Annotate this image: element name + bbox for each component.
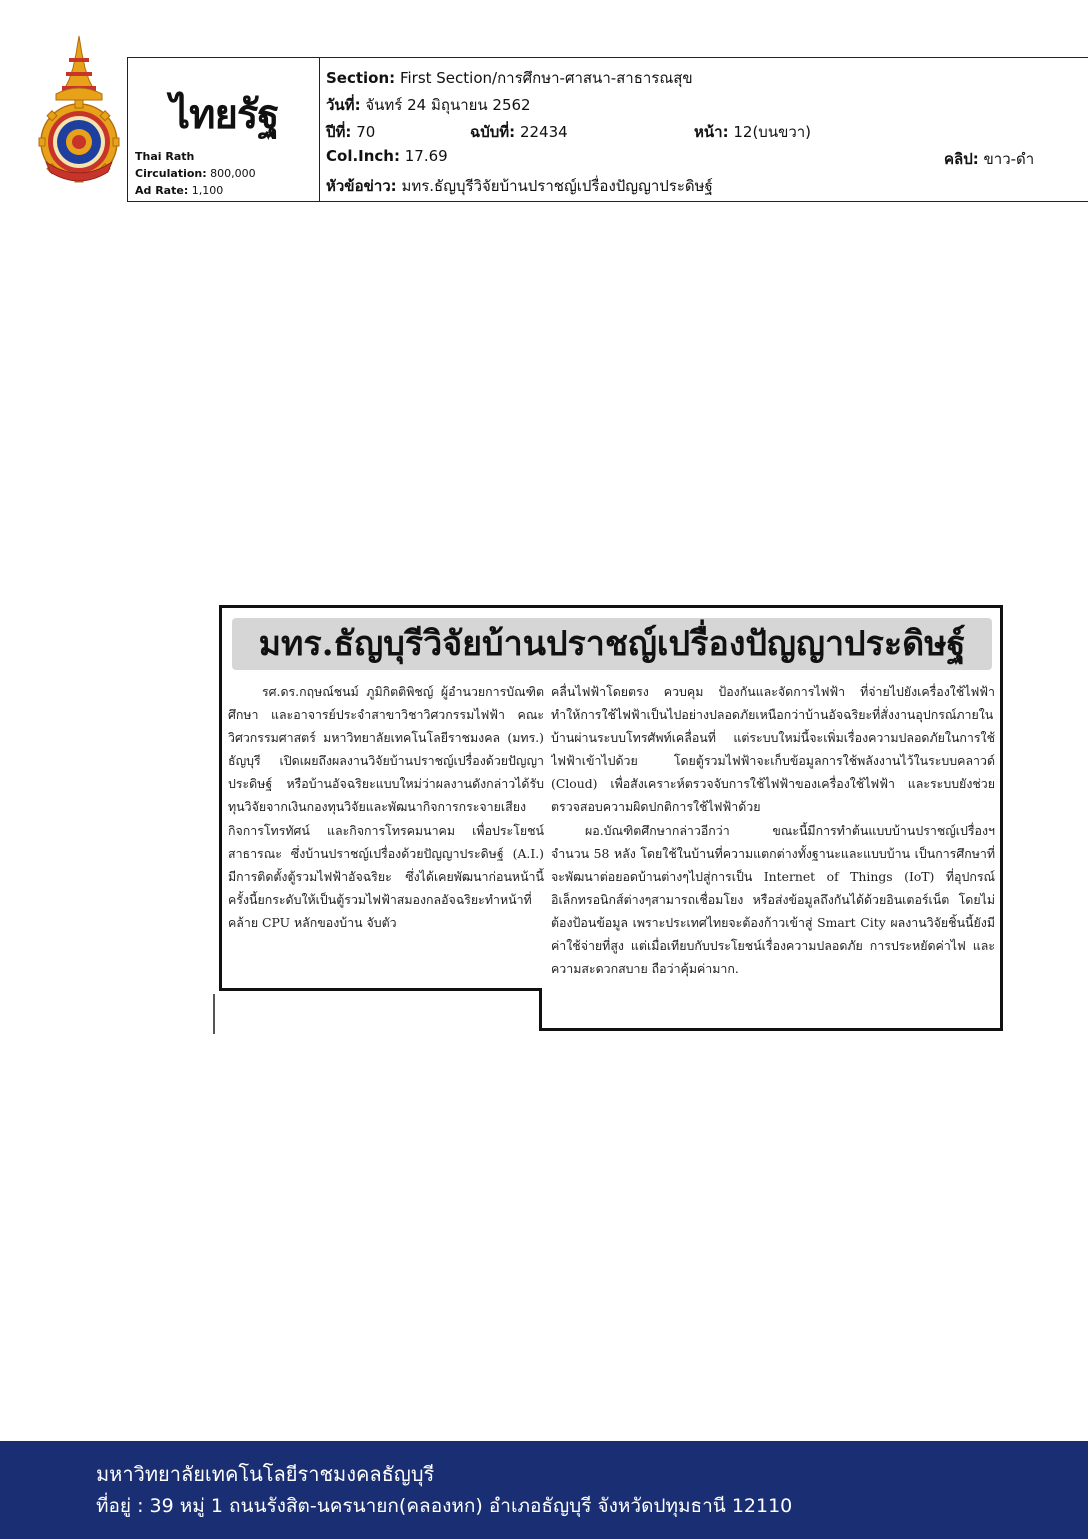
- colinch-line: [326, 147, 1086, 169]
- section-label: Section:: [326, 69, 396, 87]
- issue-field: [470, 120, 568, 144]
- colinch-field: [326, 147, 448, 165]
- circulation: [135, 167, 256, 180]
- ad-rate-label: Ad Rate:: [135, 184, 189, 197]
- clipping-headline: มทร.ธัญบุรีวิจัยบ้านปราชญ์เปรื่องปัญญาประดิษฐ์: [232, 618, 992, 670]
- issue-value: 22434: [519, 123, 568, 141]
- footer-bar: [0, 1441, 1088, 1539]
- article-paragraph: ผอ.บัณฑิตศึกษากล่าวอีกว่า ขณะนี้มีการทำต้นแบบบ้านปราชญ์เปรื่องฯ จำนวน 58 หลัง โดยใช้ในบ้านที่ความแตกต่างทั้งฐานะและแบบบ้าน เป็นการศึกษาที่จะพัฒนาต่อยอดบ้านต่างๆไปสู่การเป็น Internet of Things (IoT) ที่อุปกรณ์อิเล็กทรอนิกส์ต่างๆสามารถเชื่อมโยง หรือส่งข้อมูลถึงกันได้ด้วยอินเตอร์เน็ต โดยไม่ต้องป้อนข้อมูล เพราะประเทศไทยจะต้องก้าวเข้าสู่ Smart City ผลงานวิจัยชิ้นนี้ยังมีค่าใช้จ่ายที่สูง แต่เมื่อเทียบกับประโยชน์เรื่องความปลอดภัย การประหยัดค่าไฟ และความสะดวกสบาย ถือว่าคุ้มค่ามาก.: [551, 822, 995, 977]
- article-column-left: [228, 680, 544, 980]
- colinch-label: Col.Inch:: [326, 147, 400, 165]
- circulation-value: 800,000: [210, 167, 256, 180]
- page-field: [694, 120, 811, 144]
- clip-type-value: ขาว-ดำ: [983, 150, 1035, 168]
- year-label: ปีที่:: [326, 123, 352, 141]
- page-value: 12(บนขวา): [733, 123, 812, 141]
- headline-label: หัวข้อข่าว:: [326, 177, 397, 195]
- issue-line: [326, 120, 1086, 142]
- article-paragraph: รศ.ดร.กฤษณ์ชนม์ ภูมิกิตติพิชญ์ ผู้อำนวยการบัณฑิตศึกษา และอาจารย์ประจำสาขาวิชาวิศวกรรมไฟฟ้า คณะวิศวกรรมศาสตร์ มหาวิทยาลัยเทคโนโลยีราชมงคล (มทร.) ธัญบุรี เปิดเผยถึงผลงานวิจัยบ้านปราชญ์เปรื่องด้วยปัญญาประดิษฐ์ หรือบ้านอัจฉริยะแบบใหม่ว่าผลงานดังกล่าวได้รับทุนวิจัยจากเงินกองทุนวิจัยและพัฒนากิจการกระจายเสียง กิจการโทรทัศน์ และกิจการโทรคมนาคม เพื่อประโยชน์สาธารณะ ซึ่งบ้านปราชญ์เปรื่องด้วยปัญญาประดิษฐ์ (A.I.) มีการติดตั้งตู้รวมไฟฟ้าอัจฉริยะ ซึ่งได้เคยพัฒนาก่อนหน้านี้ ครั้งนี้ยกระดับให้เป็นตู้รวมไฟฟ้าสมองกลอัจฉริยะทำหน้าที่คล้าย CPU หลักของบ้าน จับตัว: [228, 684, 544, 930]
- date-line: [326, 93, 531, 117]
- article-paragraph: คลื่นไฟฟ้าโดยตรง ควบคุม ป้องกันและจัดการไฟฟ้า ที่จ่ายไปยังเครื่องใช้ไฟฟ้า ทำให้การใช้ไฟฟ้าเป็นไปอย่างปลอดภัยเหนือกว่าบ้านอัจฉริยะที่สั่งงานอุปกรณ์ภายในบ้านผ่านระบบโทรศัพท์เคลื่อนที่ แต่ระบบใหม่นี้จะเพิ่มเรื่องความปลอดภัยในการใช้ไฟฟ้าเข้าไปด้วย โดยตู้รวมไฟฟ้าจะเก็บข้อมูลการใช้พลังงานไว้ในระบบคลาวด์ (Cloud) เพื่อสังเคราะห์ตรวจจับการใช้ไฟฟ้าของเครื่องใช้ไฟฟ้า และระบบยังช่วยตรวจสอบความผิดปกติการใช้ไฟฟ้าด้วย: [551, 684, 995, 815]
- year-value: 70: [356, 123, 376, 141]
- newspaper-clipping: [219, 605, 1003, 1031]
- headline-value: มทร.ธัญบุรีวิจัยบ้านปราชญ์เปรื่องปัญญาประดิษฐ์: [401, 177, 713, 195]
- section-line: [326, 66, 693, 90]
- clipping-cutout-corner: [219, 988, 542, 1031]
- clip-type-field: [944, 147, 1034, 171]
- footer-address: ที่อยู่ : 39 หมู่ 1 ถนนรังสิต-นครนายก(คลองหก) อำเภอธัญบุรี จังหวัดปทุมธานี 12110: [96, 1495, 793, 1517]
- scan-edge-mark: [213, 994, 215, 1034]
- circulation-label: Circulation:: [135, 167, 207, 180]
- year-field: [326, 120, 375, 144]
- section-value: First Section/การศึกษา-ศาสนา-สาธารณสุข: [399, 69, 693, 87]
- ad-rate: [135, 184, 223, 197]
- issue-label: ฉบับที่:: [470, 123, 516, 141]
- clip-type-label: คลิป:: [944, 150, 979, 168]
- newspaper-info: [128, 58, 320, 201]
- footer-university-name: มหาวิทยาลัยเทคโนโลยีราชมงคลธัญบุรี: [96, 1462, 435, 1486]
- newspaper-name-en: Thai Rath: [135, 150, 195, 163]
- clipping-info-header: [127, 57, 1088, 202]
- date-value: จันทร์ 24 มิถุนายน 2562: [365, 96, 531, 114]
- university-emblem-icon: [38, 34, 120, 184]
- colinch-value: 17.69: [404, 147, 448, 165]
- newspaper-logo: ไทยรัฐ: [170, 92, 279, 138]
- headline-line: [326, 174, 713, 198]
- article-column-right: [551, 680, 995, 1028]
- clipping-metadata: [326, 64, 1086, 202]
- page-label: หน้า:: [694, 123, 729, 141]
- date-label: วันที่:: [326, 96, 361, 114]
- ad-rate-value: 1,100: [191, 184, 224, 197]
